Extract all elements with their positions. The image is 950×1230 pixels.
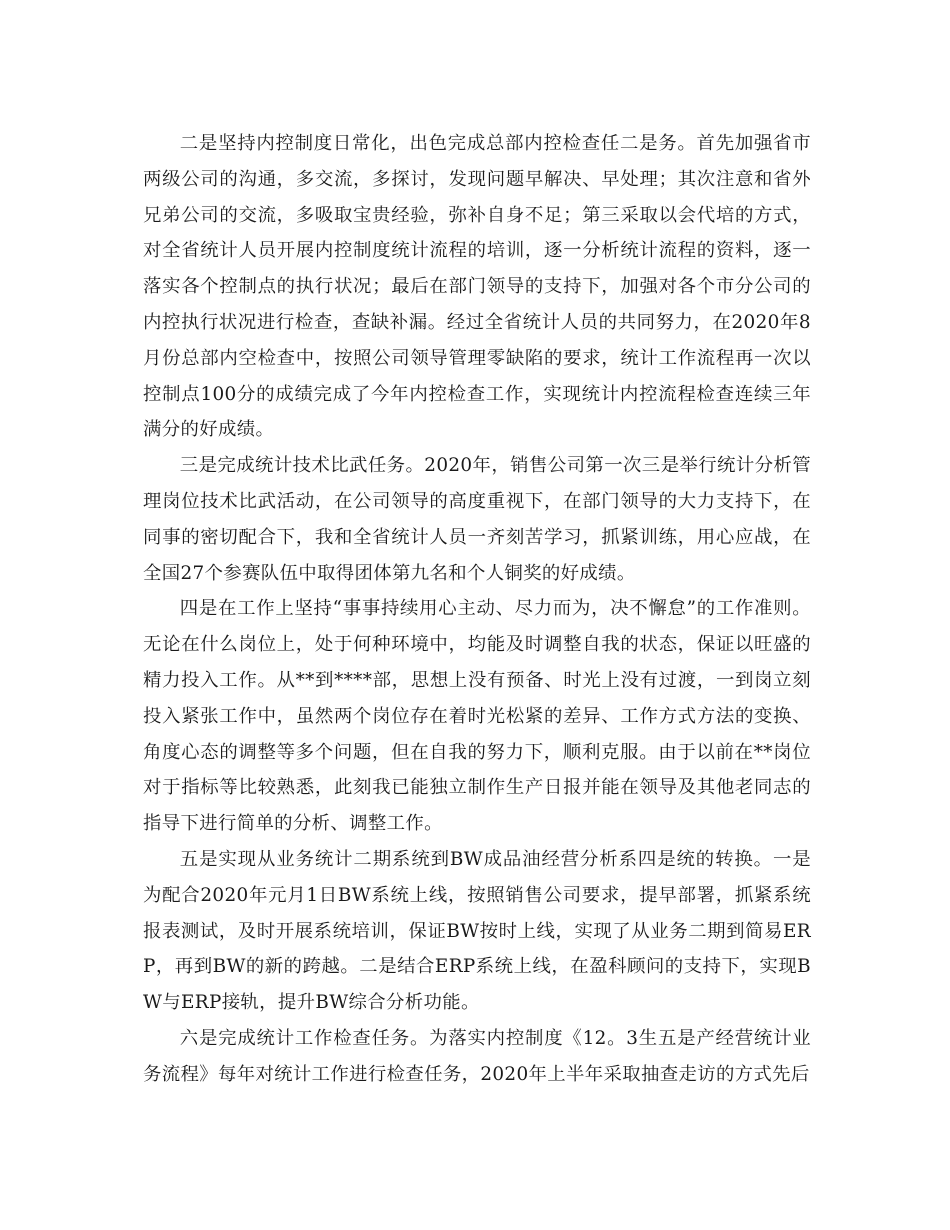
paragraph-inspection-task: 六是完成统计工作检查任务。为落实内控制度《12。3生五是产经营统计业务流程》每年对统计工作进行检查任务，2020年上半年采取抽查走访的方式先后 [143,1027,811,1085]
document-body [143,126,811,1093]
paragraph-bw-system: 五是实现从业务统计二期系统到BW成品油经营分析系四是统的转换。一是为配合2020年元月1日BW系统上线，按照销售公司要求，提早部署，抓紧系统报表测试，及时开展系统培训，保证BW按时上线，实现了从业务二期到简易ERP，再到BW的新的跨越。二是结合ERP系统上线，在盈科顾问的支持下，实现BW与ERP接轨，提升BW综合分析功能。 [143,848,811,1014]
paragraph-skills-competition: 三是完成统计技术比武任务。2020年，销售公司第一次三是举行统计分析管理岗位技术比武活动，在公司领导的高度重视下，在部门领导的大力支持下，在同事的密切配合下，我和全省统计人员一齐刻苦学习，抓紧训练，用心应战，在全国27个参赛队伍中取得团体第九名和个人铜奖的好成绩。 [143,455,811,584]
paragraph-internal-control: 二是坚持内控制度日常化，出色完成总部内控检查任二是务。首先加强省市两级公司的沟通，多交流，多探讨，发现问题早解决、早处理；其次注意和省外兄弟公司的交流，多吸取宝贵经验，弥补自身不足；第三采取以会代培的方式，对全省统计人员开展内控制度统计流程的培训，逐一分析统计流程的资料，逐一落实各个控制点的执行状况；最后在部门领导的支持下，加强对各个市分公司的内控执行状况进行检查，查缺补漏。经过全省统计人员的共同努力，在2020年8月份总部内空检查中，按照公司领导管理零缺陷的要求，统计工作流程再一次以控制点100分的成绩完成了今年内控检查工作，实现统计内控流程检查连续三年满分的好成绩。 [143,133,811,441]
paragraph-work-attitude: 四是在工作上坚持“事事持续用心主动、尽力而为，决不懈怠”的工作准则。无论在什么岗位上，处于何种环境中，均能及时调整自我的状态，保证以旺盛的精力投入工作。从**到****部，思想上没有预备、时光上没有过渡，一到岗立刻投入紧张工作中，虽然两个岗位存在着时光松紧的差异、工作方式方法的变换、角度心态的调整等多个问题，但在自我的努力下，顺利克服。由于以前在**岗位对于指标等比较熟悉，此刻我已能独立制作生产日报并能在领导及其他老同志的指导下进行简单的分析、调整工作。 [143,598,811,835]
